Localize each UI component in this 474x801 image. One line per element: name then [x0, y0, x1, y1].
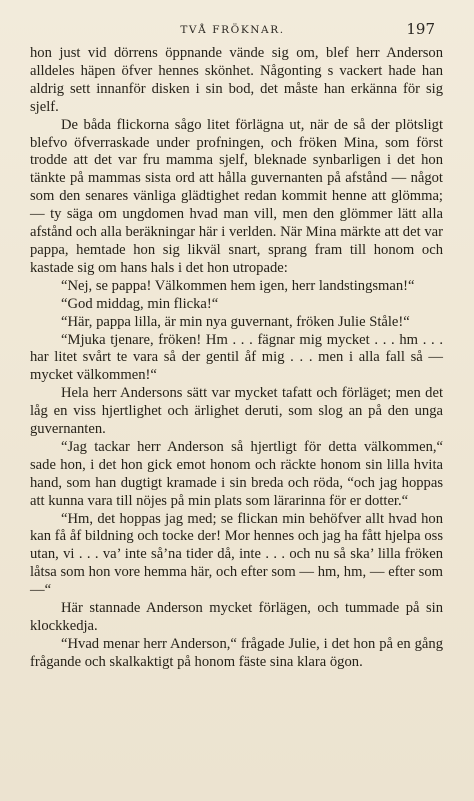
- paragraph: “Hm, det hoppas jag med; se flickan min behöfver allt hvad hon kan få åf bildning och tocke der! Mor hennes och jag ha fått hjelpa oss utan, vi . . . va’ inte så’na tider då, inte . . . och nu så ska’ lilla fröken låtsa som hon vore hemma här, och efter som — hm, hm, — efter som —“: [30, 510, 443, 599]
- body-text: [30, 45, 443, 672]
- page-header: [30, 17, 435, 37]
- paragraph: “God middag, min flicka!“: [61, 295, 219, 312]
- page-number: 197: [406, 20, 435, 38]
- paragraph: “Nej, se pappa! Välkommen hem igen, herr landstingsman!“: [61, 277, 415, 294]
- paragraph: “Hvad menar herr Anderson,“ frågade Julie, i det hon på en gång frågande och skalkaktigt på honom fäste sina klara ögon.: [30, 635, 443, 670]
- paragraph: Hela herr Andersons sätt var mycket tafatt och förläget; men det låg en viss hjertlighet och ärlighet deruti, som slog an på den unga guvernanten.: [30, 385, 443, 438]
- paragraph: De båda flickorna sågo litet förlägna ut, när de så der plötsligt blefvo öfverraskade under profningen, och fröken Mina, som först trodde att det var fru mamma sjelf, bleknade synbarligen i det hon tänkte på mammas sista ord att hålla guvernanten på afstånd — något som den senares vänliga glädtighet redan kommit henne att glömma; — ty säga om ungdomen hvad man vill, men den glömmer lätt alla afstånd och alla beräkningar här i verlden. När Mina märkte att det var pappa, hemtade hon sig likväl snart, sprang fram till honom och kastade sig om hans hals i det hon utropade:: [30, 116, 443, 276]
- paragraph: “Mjuka tjenare, fröken! Hm . . . fägnar mig mycket . . . hm . . . har litet svårt te vara så der gentil åf mig . . . men i alla fall så — mycket välkommen!“: [30, 331, 443, 384]
- paragraph: “Jag tackar herr Anderson så hjertligt för detta välkommen,“ sade hon, i det hon gick emot honom och räckte honom sin lilla hvita hand, som han dugtigt kramade i sin breda och röda, “och jag hoppas att kunna vara till nöjes på min plats som lärarinna för er dotter.“: [30, 438, 443, 509]
- paragraph: “Här, pappa lilla, är min nya guvernant, fröken Julie Ståle!“: [61, 313, 410, 330]
- paragraph: Här stannade Anderson mycket förlägen, och tummade på sin klockkedja.: [30, 600, 443, 634]
- paragraph: hon just vid dörrens öppnande vände sig om, blef herr Anderson alldeles häpen öfver hennes skönhet. Någonting s vackert hade han aldrig sett innanför disken i sin bod, det måste han erkänna för sig sjelf.: [30, 45, 443, 115]
- running-title: TVÅ FRÖKNAR.: [180, 24, 285, 36]
